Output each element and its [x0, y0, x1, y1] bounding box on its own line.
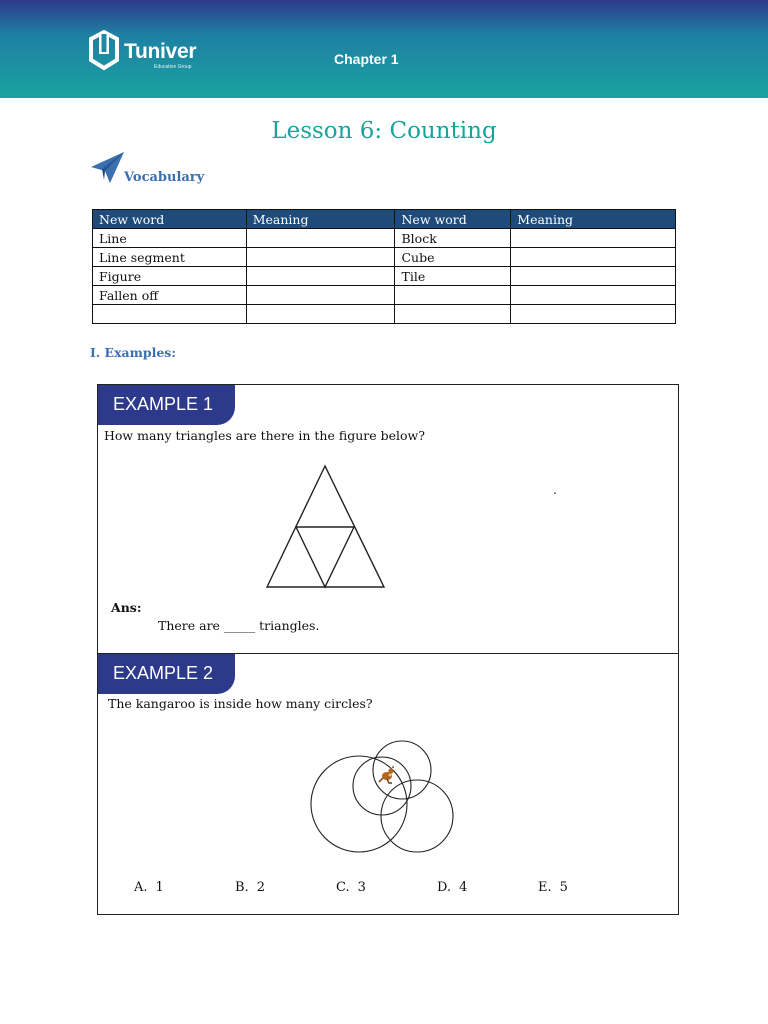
kangaroo-icon: [379, 765, 394, 783]
table-cell: [511, 248, 676, 267]
option-letter: C.: [336, 880, 350, 895]
vocabulary-heading: [90, 150, 290, 190]
option-value: 1: [155, 880, 164, 895]
table-cell: [246, 229, 395, 248]
table-row: [93, 229, 676, 248]
chapter-label: Chapter 1: [334, 51, 399, 67]
table-cell: [511, 305, 676, 324]
example-2-badge: EXAMPLE 2: [98, 654, 235, 694]
option-c[interactable]: [336, 880, 366, 895]
column-header: New word: [395, 210, 511, 229]
column-header: New word: [93, 210, 247, 229]
option-letter: D.: [437, 880, 452, 895]
tuniver-logo: [88, 30, 218, 78]
vocabulary-table: [92, 209, 676, 324]
table-cell: [246, 305, 395, 324]
table-cell: Figure: [93, 267, 247, 286]
example-1-question: How many triangles are there in the figure below?: [104, 428, 425, 443]
table-cell: Fallen off: [93, 286, 247, 305]
table-row: [93, 248, 676, 267]
example-2-question: The kangaroo is inside how many circles?: [108, 696, 373, 711]
option-letter: E.: [538, 880, 552, 895]
table-cell: [246, 267, 395, 286]
option-value: 5: [559, 880, 568, 895]
option-letter: A.: [134, 880, 148, 895]
lesson-title: Lesson 6: Counting: [271, 118, 497, 144]
table-cell: [246, 286, 395, 305]
example-1-badge: EXAMPLE 1: [98, 385, 235, 425]
column-header: Meaning: [246, 210, 395, 229]
table-cell: [511, 267, 676, 286]
option-e[interactable]: [538, 880, 568, 895]
circle: [373, 741, 431, 799]
page-header: [0, 0, 768, 98]
answer-text: There are _____ triangles.: [158, 618, 320, 633]
circles-figure: [310, 738, 458, 858]
paper-plane-icon: [90, 150, 126, 186]
table-cell: Block: [395, 229, 511, 248]
vocabulary-label: Vocabulary: [124, 170, 205, 185]
table-row: [93, 286, 676, 305]
table-cell: [395, 305, 511, 324]
column-header: Meaning: [511, 210, 676, 229]
option-value: 4: [459, 880, 468, 895]
table-row: [93, 267, 676, 286]
brand-subtitle: Education Group: [154, 64, 192, 70]
table-cell: Line segment: [93, 248, 247, 267]
table-cell: [93, 305, 247, 324]
triangle-figure: [264, 463, 386, 591]
brand-name: Tuniver: [124, 40, 197, 63]
table-cell: Tile: [395, 267, 511, 286]
option-value: 2: [256, 880, 265, 895]
table-cell: Line: [93, 229, 247, 248]
answer-options: [134, 880, 654, 900]
table-cell: [246, 248, 395, 267]
example-1-box: [97, 384, 679, 654]
option-d[interactable]: [437, 880, 467, 895]
stray-mark: .: [553, 483, 557, 497]
option-value: 3: [357, 880, 366, 895]
table-header-row: [93, 210, 676, 229]
table-cell: [395, 286, 511, 305]
option-a[interactable]: [134, 880, 164, 895]
answer-label: Ans:: [111, 600, 142, 615]
table-cell: [511, 229, 676, 248]
option-b[interactable]: [235, 880, 265, 895]
option-letter: B.: [235, 880, 249, 895]
example-2-box: [97, 653, 679, 915]
examples-heading: I. Examples:: [90, 345, 176, 360]
table-cell: [511, 286, 676, 305]
inner-triangle: [296, 527, 354, 587]
circle: [381, 780, 453, 852]
logo-mark-icon: [88, 30, 120, 76]
table-cell: Cube: [395, 248, 511, 267]
table-row: [93, 305, 676, 324]
